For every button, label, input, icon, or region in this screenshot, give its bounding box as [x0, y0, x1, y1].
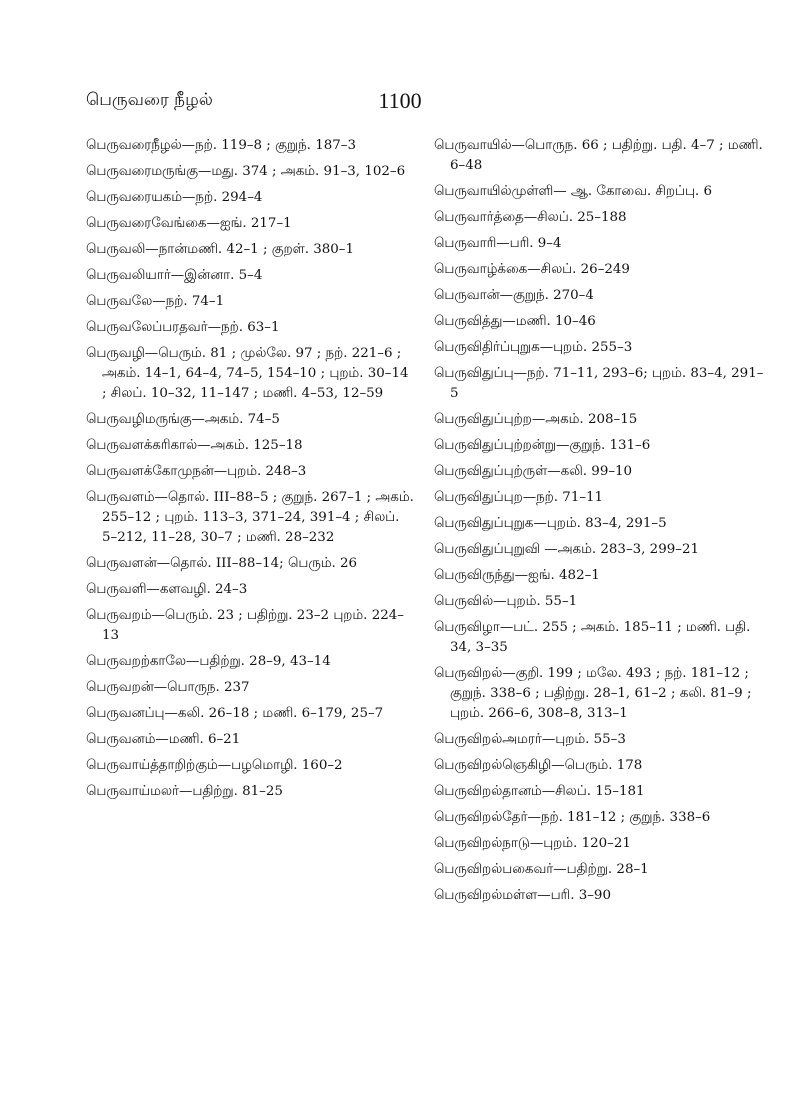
index-entry: [86, 488, 416, 548]
entry-references: —புறம். 120–21: [529, 836, 631, 851]
entry-references: —அகம். 74–5: [191, 412, 280, 427]
index-entry: [86, 240, 416, 260]
entry-references: —நற். 63–1: [207, 320, 280, 335]
left-column: [86, 136, 416, 808]
entry-references: —நற். 119–8 ; குறுந். 187–3: [181, 138, 356, 153]
running-head: பெருவரை நீழல்: [86, 90, 213, 110]
index-entry: [86, 136, 416, 156]
index-entry: [434, 136, 764, 176]
entry-headword: பெருவிதுப்புற்ற: [434, 412, 532, 427]
index-entry: [434, 436, 764, 456]
entry-references: —பொருந. 66 ; பதிற்று. பதி. 4–7 ; மணி. 6–48: [450, 138, 763, 173]
entry-headword: பெருவித்து: [434, 314, 503, 329]
index-entry: [434, 782, 764, 802]
entry-references: —தொல். III–88–14; பெரும். 26: [156, 556, 358, 571]
right-column: [434, 136, 764, 912]
index-entry: [86, 188, 416, 208]
entry-references: —பெரும். 81 ; முல்லே. 97 ; நற். 221–6 ; அகம். 14–1, 64–4, 74–5, 154–10 ; புறம். 30–14 ; சிலப். 10–32, 11–147 ; மணி. 4–53, 12–59: [102, 346, 409, 401]
entry-headword: பெருவாயில்முள்ளி: [434, 184, 554, 199]
entry-headword: பெருவார்த்தை: [434, 210, 524, 225]
entry-references: —கலி. 99–10: [547, 464, 633, 479]
index-entry: [434, 834, 764, 854]
entry-references: —பதிற்று. 28–1: [553, 862, 649, 877]
index-entry: [86, 580, 416, 600]
entry-references: —மணி. 6–21: [155, 732, 241, 747]
index-entry: [434, 618, 764, 658]
entry-references: —புறம். 55–3: [541, 732, 626, 747]
index-entry: [434, 592, 764, 612]
entry-headword: பெருவாழ்க்கை: [434, 262, 528, 277]
entry-references: —ஐங். 482–1: [514, 568, 600, 583]
entry-headword: பெருவில்: [434, 594, 494, 609]
entry-headword: பெருவாரி: [434, 236, 497, 251]
entry-headword: பெருவிறல்நாடு: [434, 836, 530, 851]
entry-references: —புறம். 83–4, 291–5: [533, 516, 667, 531]
entry-references: —மணி. 10–46: [502, 314, 596, 329]
index-entry: [86, 266, 416, 286]
entry-references: —பரி. 9–4: [496, 236, 562, 251]
index-entry: [434, 566, 764, 586]
index-entry: [86, 704, 416, 724]
entry-references: —குறி. 199 ; மலே. 493 ; நற். 181–12 ; குறுந். 338–6 ; பதிற்று. 28–1, 61–2 ; கலி. 81–9 ; புறம். 266–6, 308–8, 313–1: [450, 666, 752, 721]
page-number: 1100: [378, 88, 422, 113]
index-entry: [86, 344, 416, 404]
entry-headword: பெருவரைவேங்கை: [86, 216, 207, 231]
index-entry: [86, 162, 416, 182]
entry-references: —பரி. 3–90: [537, 888, 611, 903]
entry-headword: பெருவிறல்மள்ள: [434, 888, 538, 903]
index-entry: [434, 338, 764, 358]
entry-headword: பெருவலே: [86, 294, 153, 309]
entry-headword: பெருவிறல்பகைவர்: [434, 862, 554, 877]
entry-headword: பெருவிருந்து: [434, 568, 515, 583]
entry-references: —பெரும். 178: [551, 758, 643, 773]
entry-references: —குறுந். 131–6: [555, 438, 651, 453]
entry-references: —பொருந. 237: [153, 680, 250, 695]
entry-headword: பெருவழிமருங்கு: [86, 412, 192, 427]
entry-references: —மது. 374 ; அகம். 91–3, 102–6: [197, 164, 406, 179]
entry-headword: பெருவிதுப்புறுக: [434, 516, 534, 531]
entry-headword: பெருவிறல்: [434, 666, 503, 681]
index-entry: [434, 312, 764, 332]
index-entry: [434, 208, 764, 228]
entry-headword: பெருவாயில்: [434, 138, 512, 153]
entry-references: —இன்னா. 5–4: [170, 268, 263, 283]
index-entry: [86, 730, 416, 750]
entry-headword: பெருவிதுப்புறுவி: [434, 542, 541, 557]
entry-headword: பெருவளி: [86, 582, 147, 597]
entry-headword: பெருவறற்காலே: [86, 654, 187, 669]
index-entry: [86, 436, 416, 456]
index-entry: [434, 756, 764, 776]
index-entry: [434, 664, 764, 724]
entry-references: —நற். 71–11: [522, 490, 604, 505]
index-entry: [434, 462, 764, 482]
index-entry: [434, 364, 764, 404]
entry-references: —பதிற்று. 28–9, 43–14: [186, 654, 331, 669]
entry-headword: பெருவளன்: [86, 556, 157, 571]
index-entry: [434, 488, 764, 508]
entry-references: —நற். 181–12 ; குறுந். 338–6: [527, 810, 711, 825]
index-entry: [86, 652, 416, 672]
index-entry: [86, 756, 416, 776]
entry-headword: பெருவிறல்தேர்: [434, 810, 528, 825]
index-entry: [86, 606, 416, 646]
entry-headword: பெருவளக்கோமுநன்: [86, 464, 214, 479]
index-entry: [434, 410, 764, 430]
entry-references: —தொல். III–88–5 ; குறுந். 267–1 ; அகம். 255–12 ; புறம். 113–3, 371–24, 391–4 ; சிலப். 5–212, 11–28, 30–7 ; மணி. 28–232: [102, 490, 414, 545]
entry-headword: பெருவளம்: [86, 490, 155, 505]
entry-headword: பெருவறன்: [86, 680, 154, 695]
entry-headword: பெருவழி: [86, 346, 145, 361]
entry-references: —சிலப். 15–181: [541, 784, 645, 799]
entry-headword: பெருவரைமருங்கு: [86, 164, 198, 179]
index-entry: [434, 286, 764, 306]
index-entry: [86, 214, 416, 234]
index-entry: [86, 292, 416, 312]
index-entry: [86, 410, 416, 430]
entry-references: —நற். 74–1: [152, 294, 225, 309]
index-entry: [86, 462, 416, 482]
entry-headword: பெருவறம்: [86, 608, 152, 623]
entry-references: —அகம். 125–18: [197, 438, 303, 453]
entry-references: —பழமொழி. 160–2: [217, 758, 343, 773]
entry-headword: பெருவிதுப்பு: [434, 366, 514, 381]
entry-references: — ஆ. கோவை. சிறப்பு. 6: [553, 184, 712, 199]
index-entry: [434, 860, 764, 880]
entry-references: —நான்மணி. 42–1 ; குறள். 380–1: [145, 242, 355, 257]
entry-references: —கலி. 26–18 ; மணி. 6–179, 25–7: [164, 706, 384, 721]
entry-headword: பெருவிதுப்புற்றன்று: [434, 438, 556, 453]
index-entry: [434, 808, 764, 828]
entry-references: —புறம். 248–3: [213, 464, 307, 479]
entry-references: —புறம். 255–3: [539, 340, 633, 355]
entry-headword: பெருவிதிர்ப்புறுக: [434, 340, 540, 355]
entry-references: —புறம். 55–1: [493, 594, 578, 609]
entry-headword: பெருவிதுப்புற: [434, 490, 523, 505]
entry-references: —பட். 255 ; அகம். 185–11 ; மணி. பதி. 34, 3–35: [450, 620, 751, 655]
index-entry: [86, 678, 416, 698]
entry-headword: பெருவரையகம்: [86, 190, 183, 205]
index-entry: [434, 540, 764, 560]
entry-references: —நற். 71–11, 293–6; புறம். 83–4, 291–5: [450, 366, 764, 401]
index-entry: [434, 514, 764, 534]
entry-headword: பெருவலேப்பரதவர்: [86, 320, 208, 335]
entry-references: —அகம். 283–3, 299–21: [540, 542, 699, 557]
index-entry: [434, 234, 764, 254]
index-entry: [434, 182, 764, 202]
index-entry: [86, 318, 416, 338]
entry-references: —பெரும். 23 ; பதிற்று. 23–2 புறம். 224–13: [102, 608, 404, 643]
entry-references: —அகம். 208–15: [531, 412, 638, 427]
entry-headword: பெருவலியார்: [86, 268, 171, 283]
entry-references: —களவழி. 24–3: [146, 582, 248, 597]
entry-headword: பெருவிழா: [434, 620, 500, 635]
index-entry: [434, 886, 764, 906]
entry-headword: பெருவனம்: [86, 732, 156, 747]
entry-headword: பெருவரைநீழல்: [86, 138, 182, 153]
index-entry: [86, 782, 416, 802]
entry-headword: பெருவனப்பு: [86, 706, 165, 721]
entry-headword: பெருவாய்மலர்: [86, 784, 179, 799]
entry-references: —பதிற்று. 81–25: [178, 784, 283, 799]
entry-references: —சிலப். 26–249: [527, 262, 630, 277]
entry-references: —குறுந். 270–4: [499, 288, 594, 303]
entry-references: —ஐங். 217–1: [206, 216, 292, 231]
index-entry: [86, 554, 416, 574]
entry-references: —சிலப். 25–188: [523, 210, 627, 225]
entry-headword: பெருவிதுப்புற்ருள்: [434, 464, 548, 479]
index-entry: [434, 260, 764, 280]
entry-headword: பெருவான்: [434, 288, 500, 303]
entry-headword: பெருவளக்கரிகால்: [86, 438, 198, 453]
entry-headword: பெருவலி: [86, 242, 146, 257]
entry-headword: பெருவிறல்ஞெகிழி: [434, 758, 552, 773]
entry-headword: பெருவிறல்தானம்: [434, 784, 542, 799]
index-entry: [434, 730, 764, 750]
entry-headword: பெருவாய்த்தாறிற்கும்: [86, 758, 218, 773]
entry-references: —நற். 294–4: [182, 190, 263, 205]
entry-headword: பெருவிறல்அமரர்: [434, 732, 542, 747]
